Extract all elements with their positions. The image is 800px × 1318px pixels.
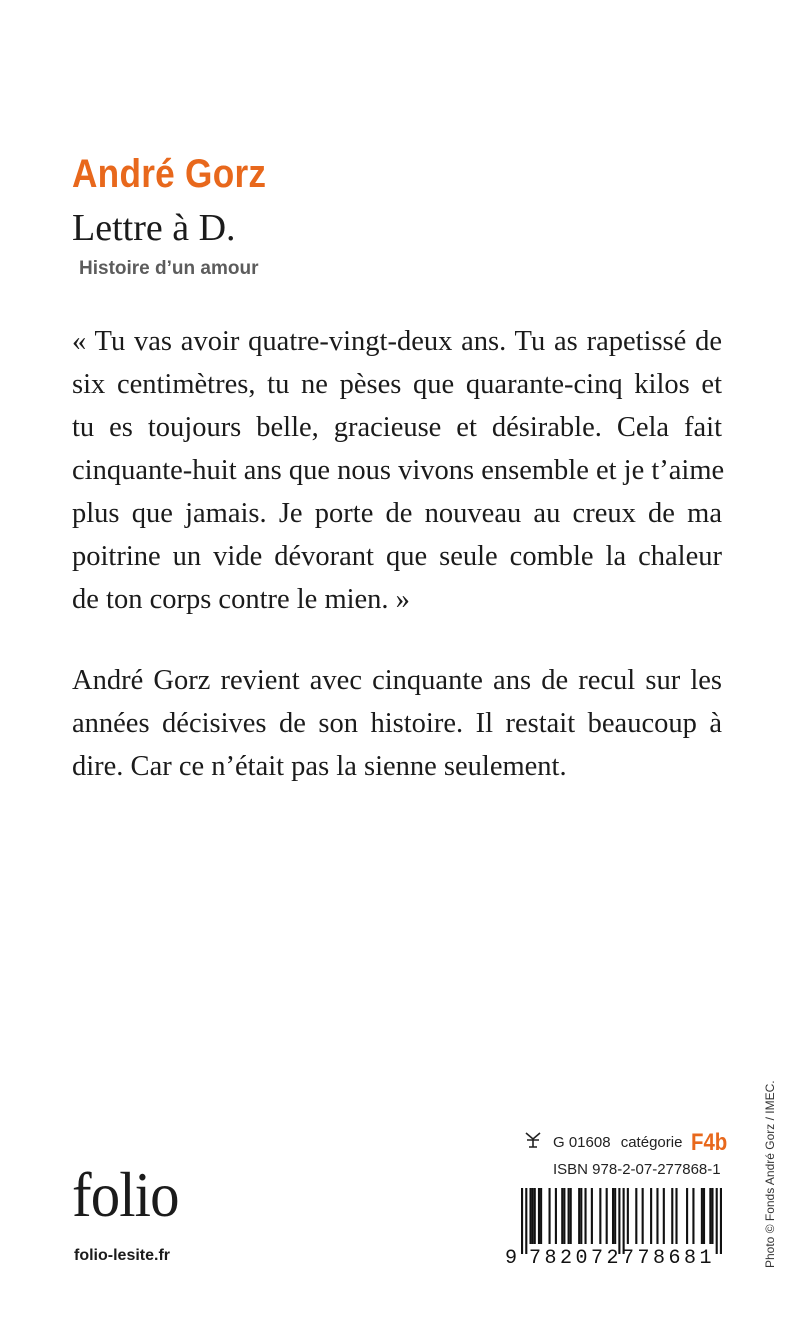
barcode-bar bbox=[534, 1188, 536, 1244]
quote-line: cinquante-huit ans que nous vivons ensemble et je t’aime bbox=[72, 455, 725, 486]
barcode-bar bbox=[635, 1188, 637, 1244]
catalog-code: G 01608 bbox=[553, 1134, 611, 1151]
blurb-line: dire. Car ce n’était pas la sienne seulement. bbox=[72, 751, 567, 782]
barcode-bar bbox=[709, 1188, 711, 1244]
catalog-line bbox=[553, 1129, 733, 1157]
gallimard-emblem-icon bbox=[524, 1130, 542, 1148]
book-subtitle: Histoire d’un amour bbox=[79, 258, 259, 279]
barcode-bar bbox=[627, 1188, 629, 1244]
barcode-bar bbox=[578, 1188, 580, 1244]
book-title: Lettre à D. bbox=[72, 207, 236, 249]
barcode-bar bbox=[618, 1188, 620, 1254]
barcode-bar bbox=[561, 1188, 563, 1244]
quote-line: six centimètres, tu ne pèses que quarante-cinq kilos et bbox=[72, 369, 722, 400]
barcode-bar bbox=[686, 1188, 688, 1244]
barcode-bar bbox=[591, 1188, 593, 1244]
barcode-bar bbox=[623, 1188, 625, 1254]
barcode-bar bbox=[656, 1188, 658, 1244]
barcode-bar bbox=[720, 1188, 722, 1254]
barcode-bar bbox=[538, 1188, 540, 1244]
photo-credit: Photo © Fonds André Gorz / IMEC. bbox=[763, 1080, 777, 1268]
barcode-bar bbox=[599, 1188, 601, 1244]
publisher-website: folio-lesite.fr bbox=[74, 1247, 171, 1264]
quote-line: poitrine un vide dévorant que seule comble la chaleur bbox=[72, 541, 722, 572]
barcode-bar bbox=[549, 1188, 551, 1244]
barcode-bar bbox=[716, 1188, 718, 1254]
barcode-bar bbox=[584, 1188, 586, 1244]
barcode-bar bbox=[612, 1188, 614, 1244]
barcode-bar bbox=[711, 1188, 713, 1244]
barcode-bar bbox=[568, 1188, 570, 1244]
barcode-bar bbox=[555, 1188, 557, 1244]
barcode-bar bbox=[525, 1188, 527, 1254]
category-code: F4b bbox=[690, 1129, 727, 1156]
blurb-line: André Gorz revient avec cinquante ans de recul sur les bbox=[72, 665, 722, 696]
author-name: André Gorz bbox=[72, 152, 267, 196]
barcode-bar bbox=[692, 1188, 694, 1244]
barcode-bar bbox=[521, 1188, 523, 1254]
quote-paragraph bbox=[72, 320, 725, 621]
category-label: catégorie bbox=[620, 1134, 683, 1151]
publisher-logo: folio bbox=[72, 1159, 179, 1230]
barcode-bar bbox=[701, 1188, 703, 1244]
blurb-paragraph bbox=[72, 659, 722, 788]
barcode-bar bbox=[614, 1188, 616, 1244]
quote-line: de ton corps contre le mien. » bbox=[72, 584, 410, 615]
barcode-bar bbox=[580, 1188, 582, 1244]
quote-line: tu es toujours belle, gracieuse et désirable. Cela fait bbox=[72, 412, 722, 443]
blurb-line: années décisives de son histoire. Il restait beaucoup à bbox=[72, 708, 722, 739]
barcode-bar bbox=[703, 1188, 705, 1244]
barcode-bar bbox=[675, 1188, 677, 1244]
barcode-first-digit: 9 bbox=[505, 1247, 518, 1270]
barcode-bar bbox=[532, 1188, 534, 1244]
barcode-digits: 782072778681 bbox=[529, 1247, 716, 1270]
barcode-bar bbox=[540, 1188, 542, 1244]
barcode-bar bbox=[671, 1188, 673, 1244]
quote-line: plus que jamais. Je porte de nouveau au creux de ma bbox=[72, 498, 722, 529]
barcode-bar bbox=[642, 1188, 644, 1244]
quote-line: « Tu vas avoir quatre-vingt-deux ans. Tu as rapetissé de bbox=[72, 326, 722, 357]
barcode-bar bbox=[606, 1188, 608, 1244]
isbn-barcode bbox=[521, 1188, 722, 1254]
barcode-bar bbox=[563, 1188, 565, 1244]
isbn-text: ISBN 978-2-07-277868-1 bbox=[553, 1161, 721, 1178]
barcode-bar bbox=[650, 1188, 652, 1244]
barcode-bar bbox=[570, 1188, 572, 1244]
barcode-bar bbox=[529, 1188, 531, 1244]
barcode-bar bbox=[663, 1188, 665, 1244]
